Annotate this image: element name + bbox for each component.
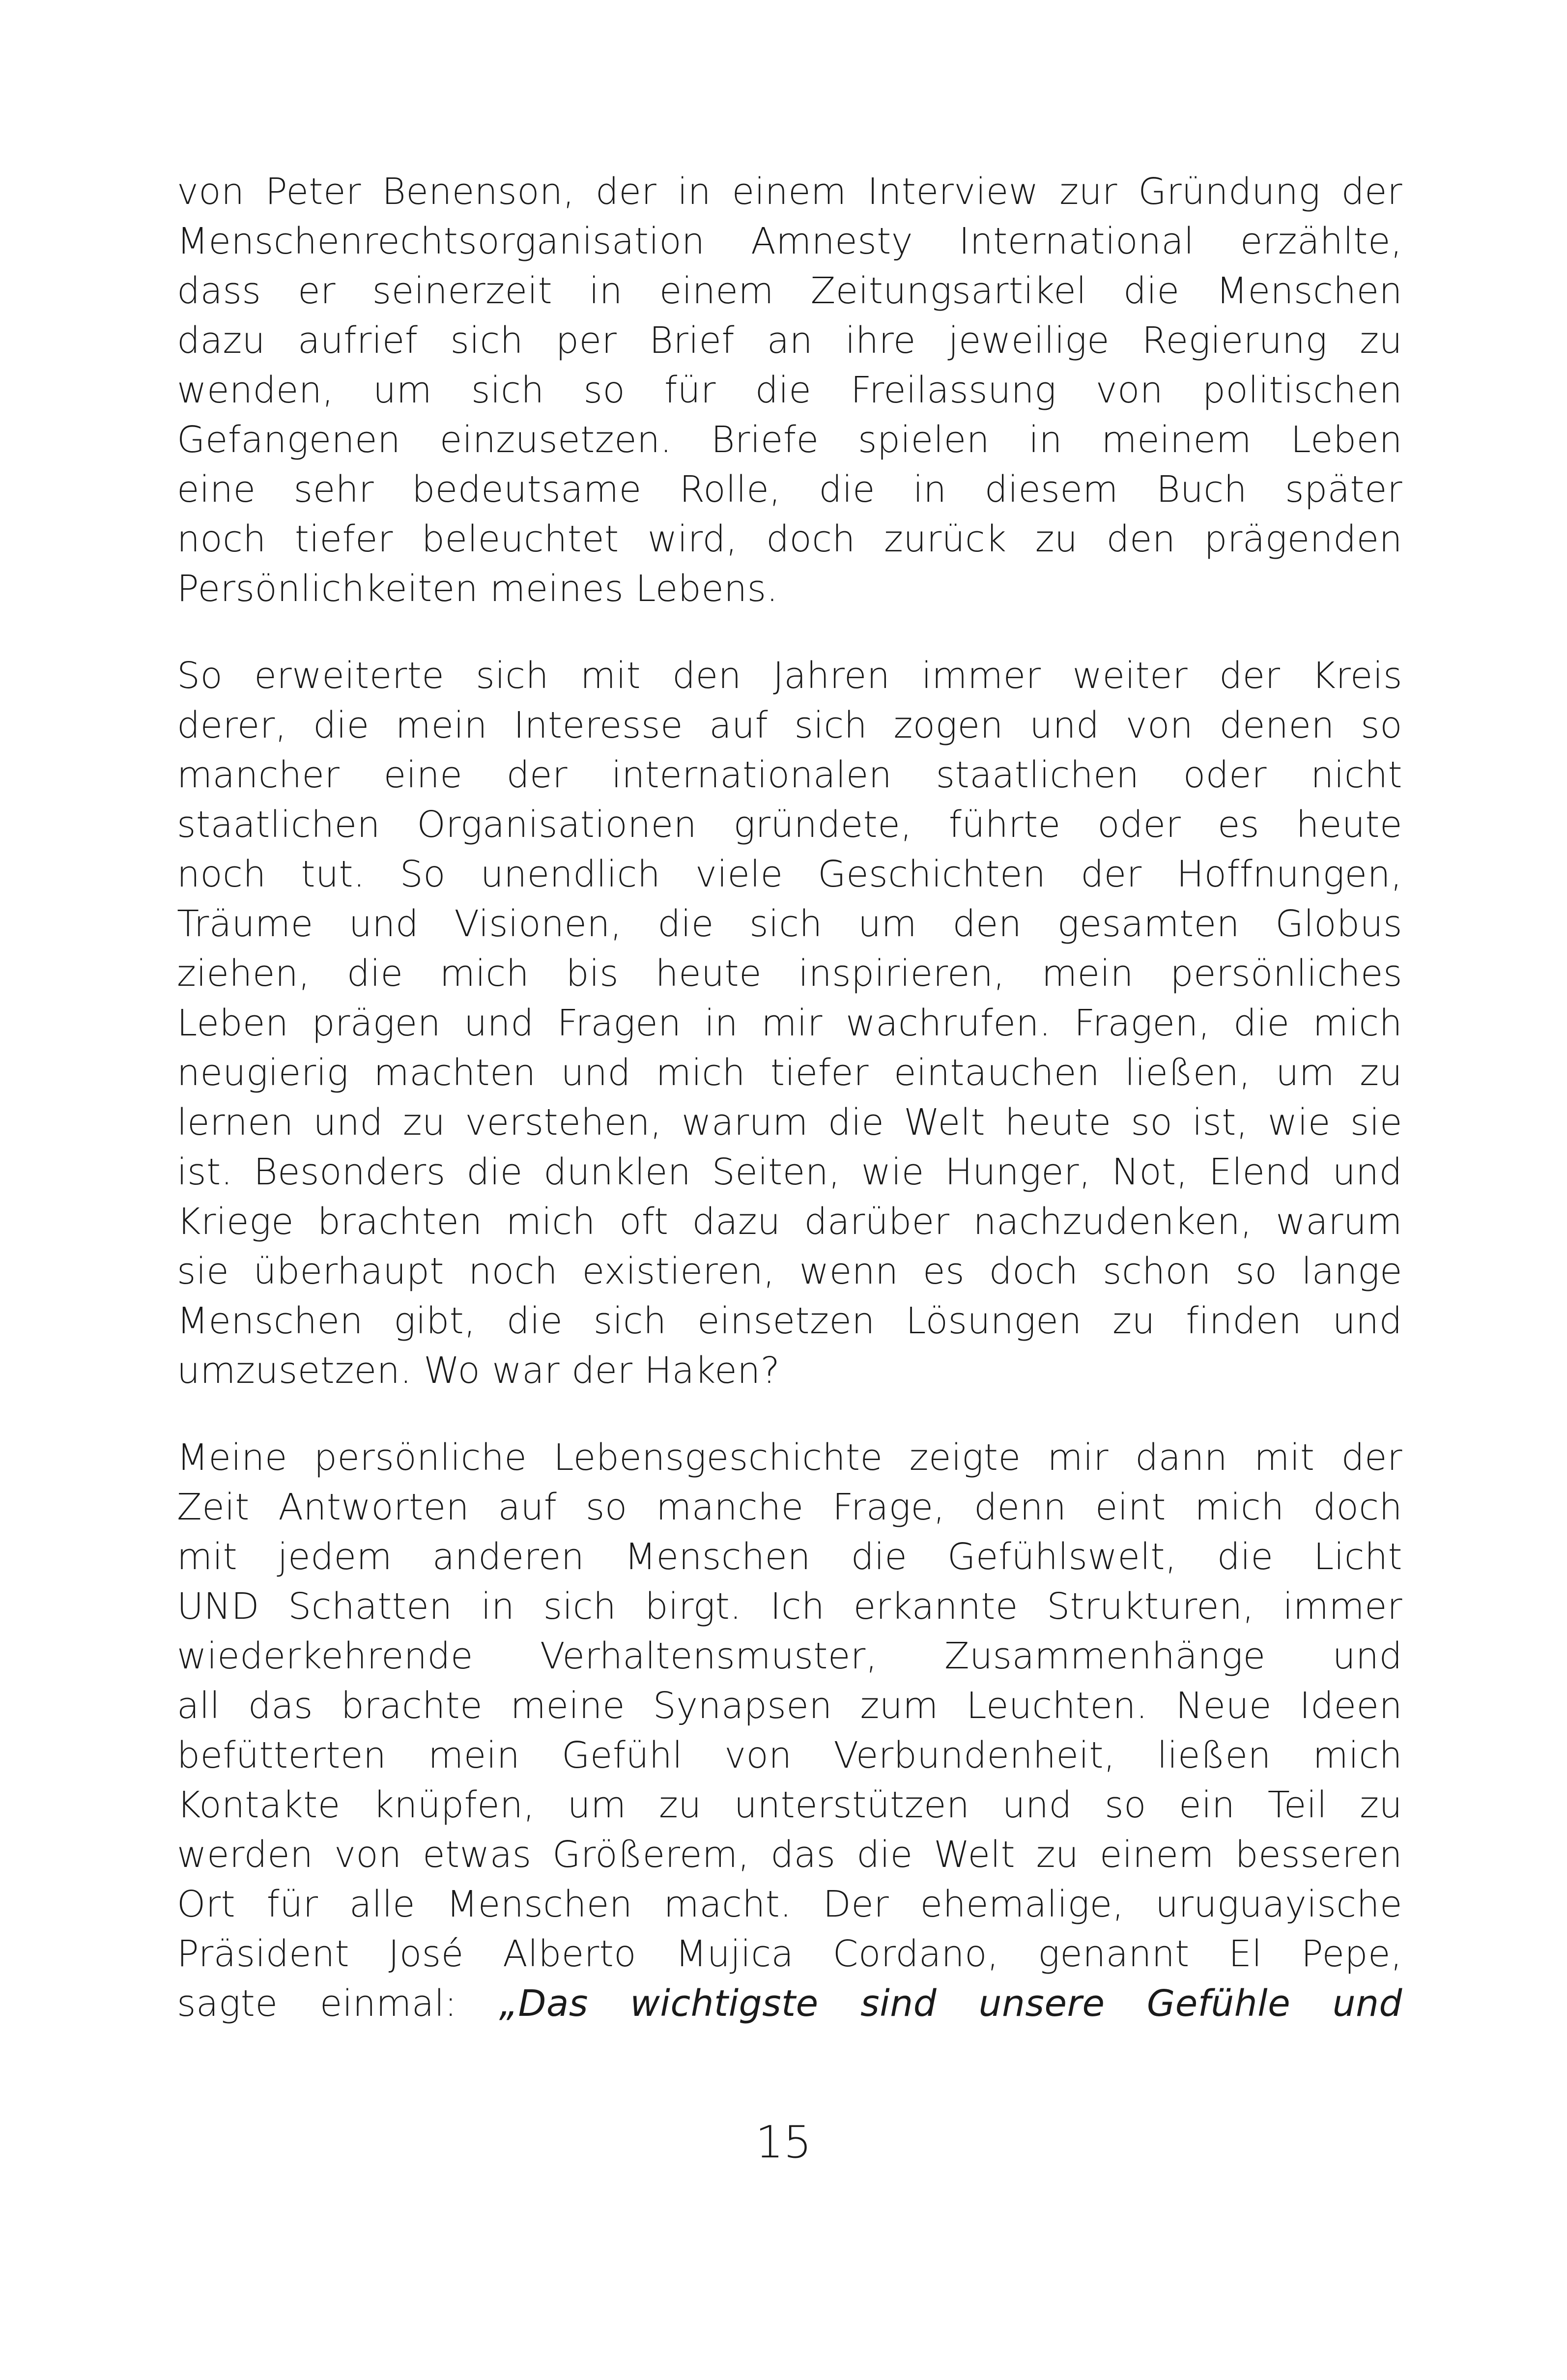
text-line: Kontakte knüpfen, um zu unterstützen und so ein Teil zu [177,1784,1402,1826]
text-line: dass er seinerzeit in einem Zeitungsartikel die Menschen [177,270,1402,312]
text-line: Persönlichkeiten meines Lebens. [177,568,778,610]
text-line: werden von etwas Größerem, das die Welt zu einem besseren [177,1834,1402,1876]
body-text [177,167,1402,2066]
text-line: Gefangenen einzusetzen. Briefe spielen in meinem Leben [177,419,1402,461]
text-line: Menschenrechtsorganisation Amnesty International erzählte, [177,220,1402,262]
text-line: So erweiterte sich mit den Jahren immer weiter der Kreis [177,655,1402,697]
text-fragment: sagte einmal: [177,1982,499,2025]
paragraph-1 [177,167,1402,614]
text-line: lernen und zu verstehen, warum die Welt heute so ist, wie sie [177,1101,1402,1144]
text-line: befütterten mein Gefühl von Verbundenheit, ließen mich [177,1734,1402,1777]
text-line: staatlichen Organisationen gründete, führte oder es heute [177,803,1402,846]
text-line: Menschen gibt, die sich einsetzen Lösungen zu finden und [177,1300,1402,1342]
text-line: all das brachte meine Synapsen zum Leuchten. Neue Ideen [177,1685,1402,1727]
text-line: Träume und Visionen, die sich um den gesamten Globus [177,903,1402,945]
text-line: umzusetzen. Wo war der Haken? [177,1349,780,1392]
text-line: Präsident José Alberto Mujica Cordano, genannt El Pepe, [177,1933,1402,1975]
text-line: Leben prägen und Fragen in mir wachrufen. Fragen, die mich [177,1002,1402,1044]
text-line: wenden, um sich so für die Freilassung von politischen [177,369,1402,411]
paragraph-2 [177,651,1402,1396]
text-line: mit jedem anderen Menschen die Gefühlswelt, die Licht [177,1536,1402,1578]
text-line: eine sehr bedeutsame Rolle, die in diesem Buch später [177,468,1402,511]
text-line: neugierig machten und mich tiefer eintauchen ließen, um zu [177,1052,1402,1094]
text-line: Zeit Antworten auf so manche Frage, denn eint mich doch [177,1486,1402,1528]
text-line: noch tiefer beleuchtet wird, doch zurück zu den prägenden [177,518,1402,560]
text-line: Meine persönliche Lebensgeschichte zeigte mir dann mit der [177,1436,1402,1479]
text-line: ist. Besonders die dunklen Seiten, wie Hunger, Not, Elend und [177,1151,1402,1193]
text-line: Ort für alle Menschen macht. Der ehemalige, uruguayische [177,1883,1402,1925]
text-line: sie überhaupt noch existieren, wenn es doch schon so lange [177,1250,1402,1292]
text-line: ziehen, die mich bis heute inspirieren, mein persönliches [177,952,1402,995]
text-line: dazu aufrief sich per Brief an ihre jeweilige Regierung zu [177,319,1402,362]
text-line: derer, die mein Interesse auf sich zogen und von denen so [177,704,1402,746]
text-line-with-quote [177,1979,1402,2029]
text-line: Kriege brachten mich oft dazu darüber nachzudenken, warum [177,1201,1402,1243]
text-line: wiederkehrende Verhaltensmuster, Zusammenhänge und [177,1635,1402,1677]
paragraph-3 [177,1433,1402,2029]
page-number: 15 [755,2117,812,2168]
text-line: mancher eine der internationalen staatlichen oder nicht [177,754,1402,796]
text-line: UND Schatten in sich birgt. Ich erkannte Strukturen, immer [177,1585,1402,1628]
text-line: noch tut. So unendlich viele Geschichten der Hoffnungen, [177,853,1402,895]
italic-quote: „Das wichtigste sind unsere Gefühle und [499,1982,1402,2025]
text-line: von Peter Benenson, der in einem Interview zur Gründung der [177,171,1402,213]
